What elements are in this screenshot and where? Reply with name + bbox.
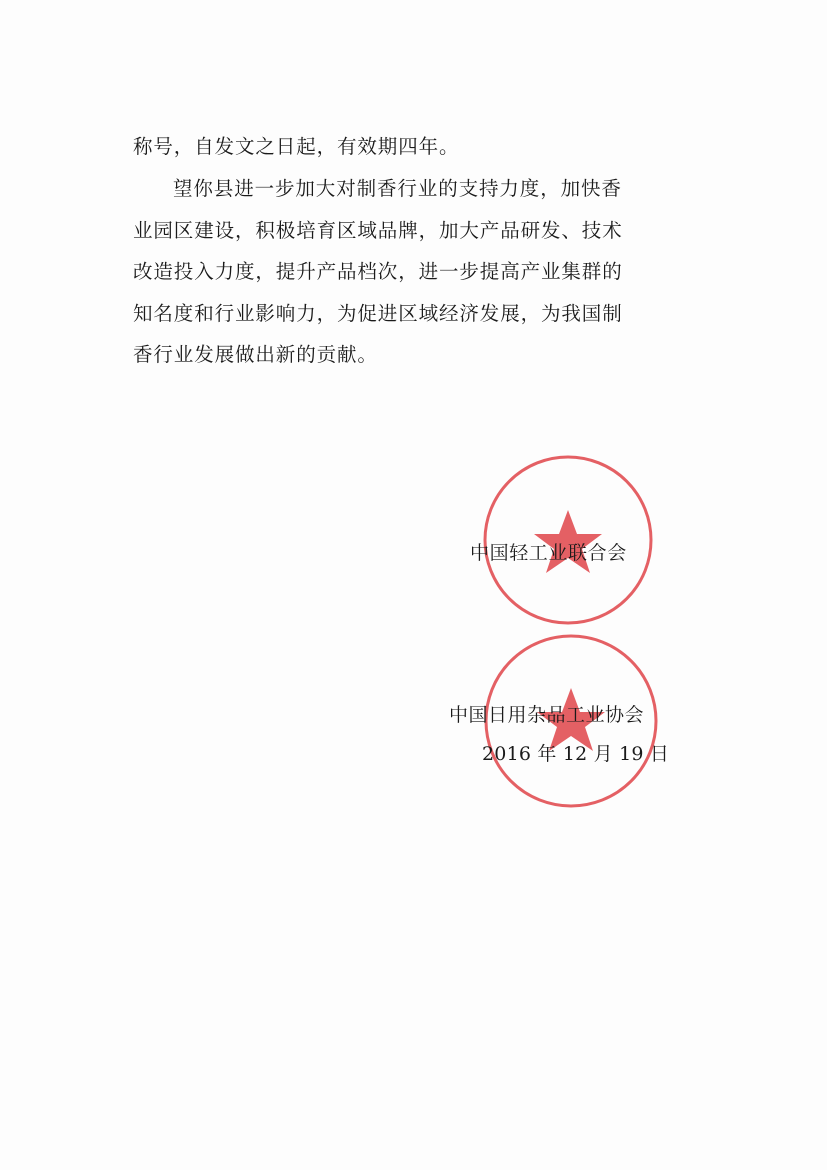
paragraph-2: 望你县进一步加大对制香行业的支持力度，加快香业园区建设，积极培育区域品牌，加大产品研发、技术改造投入力度，提升产品档次，进一步提高产业集群的知名度和行业影响力，为促进区域经济发展，为我国制香行业发展做出新的贡献。: [133, 177, 623, 367]
signature-org-2: 中国日用杂品工业协会: [449, 704, 645, 726]
signature-date: 2016 年 12 月 19 日: [482, 743, 670, 765]
signature-org-1: 中国轻工业联合会: [470, 542, 627, 564]
paragraph-1: 称号，自发文之日起，有效期四年。: [133, 135, 460, 158]
